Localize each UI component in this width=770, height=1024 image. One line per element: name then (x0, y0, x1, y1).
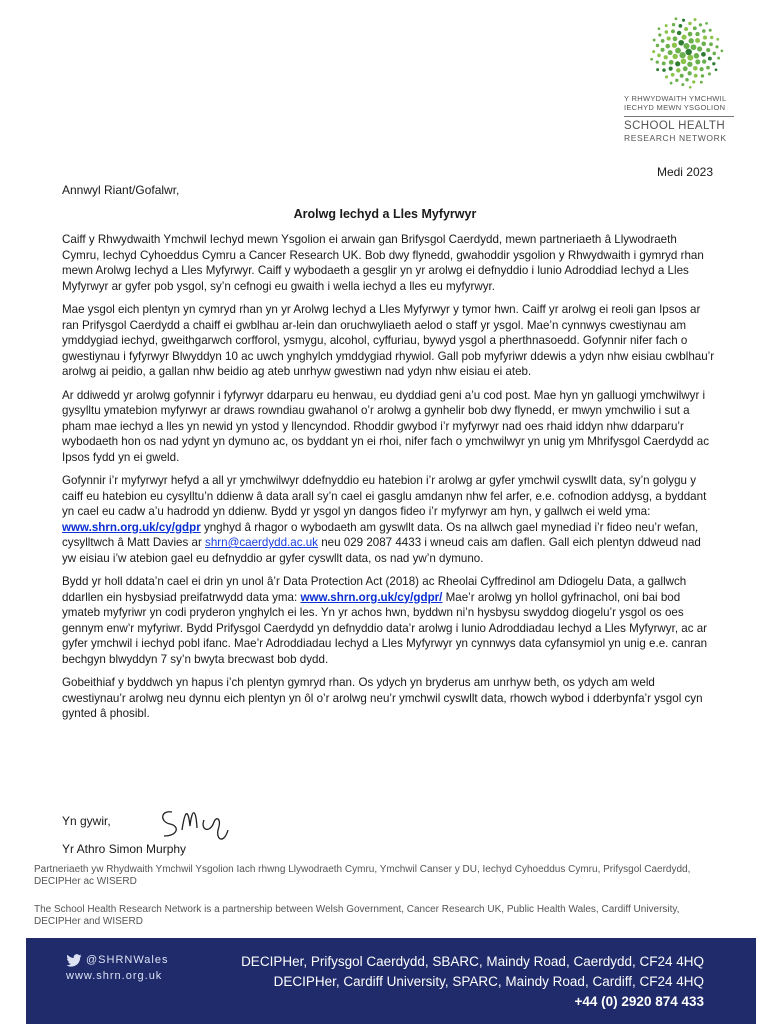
letter-date: Medi 2023 (656, 165, 713, 179)
logo-dot (677, 31, 681, 35)
logo-dot (695, 32, 699, 36)
logo-cy-line-1: Y RHWYDWAITH YMCHWIL (624, 94, 727, 103)
signatory-name: Yr Athro Simon Murphy (62, 842, 187, 856)
logo-dot (694, 18, 697, 21)
logo-dot (680, 74, 684, 78)
logo-dot (665, 30, 669, 34)
logo-dot (661, 48, 665, 52)
logo-dot (691, 44, 697, 50)
privacy-text-b: Mae’r arolwg yn hollol gyfrinachol, oni bai bod ymateb myfyriwr yn codi pryderon ynghylch ei les. Yn yr achos hwn, byddwn ni’n hysbysu swyddog diogelu’r ysgol os oes gennym enw’r myfyriwr. Bydd Prifysgol Caerdydd yn defnyddio data’r arolwg i lunio Adroddiadau Iechyd a Lles Myfyrwyr, ac ar gyfer ymchwil i iechyd pobl ifanc. Mae’r Adroddiadau Iechyd a Lles Myfyrwyr yn cynnwys data cyfansymiol yn unig e.e. canran bechgyn blwyddyn 7 sy’n bwyta brecwast bob dydd. (62, 590, 708, 666)
logo-dot (685, 49, 691, 55)
logo-dot (694, 74, 698, 78)
partnership-statement-cy: Partneriaeth yw Rhydwaith Ymchwil Ysgolion Iach rhwng Llywodraeth Cymru, Ymchwil Canser y DU, Iechyd Cyhoeddus Cymru, Prifysgol Caerdydd, DECIPHer ac WISERD (34, 864, 691, 887)
letter-title: Arolwg Iechyd a Lles Myfyrwyr (293, 207, 477, 221)
logo-dot (662, 61, 666, 65)
paragraph-closing-note: Gobeithiaf y byddwch yn hapus i’ch plentyn gymryd rhan. Os ydych yn bryderus am unrhyw beth, os ydych am weld cwestiynau’r arolwg neu dynnu eich plentyn yn ôl o’r arolwg neu’r ymchwil cyswllt data, rhowch wybod i dderbynfa’r ysgol cyn gynted â phosibl. (62, 676, 703, 720)
logo-dot (702, 29, 706, 33)
logo-dot (652, 50, 655, 53)
logo-dot (688, 71, 692, 75)
logo-dot (694, 53, 700, 59)
address-cy: DECIPHer, Prifysgol Caerdydd, SBARC, Maindy Road, Caerdydd, CF24 4HQ (241, 954, 704, 969)
logo-dot (709, 42, 713, 46)
logo-dot (650, 58, 653, 61)
logo-dot (708, 72, 711, 75)
logo-dot (710, 36, 713, 39)
logo-dot (665, 75, 668, 78)
logo-dot (675, 79, 678, 82)
data-linkage-text-a: Gofynnir i’r myfyrwyr hefyd a all yr ymchwilwyr ddefnyddio eu hatebion i’r arolwg ar gyfer ymchwil cyswllt data, sy’n golygu y caiff eu hatebion eu cysylltu’n ddienw â data arall sy’n cael ei gasglu amdanyn nhw fel arfer, e.e. cofnodion addysg, a byddant yn cael eu cadw a’u hadrodd yn ddienw. Bydd yr ysgol yn dangos fideo i’r myfyrwyr am hyn, y gallwch ei weld yma: (62, 474, 707, 518)
address-en: DECIPHer, Cardiff University, SPARC, Maindy Road, Cardiff, CF24 4HQ (273, 974, 704, 989)
logo-dot (712, 52, 716, 56)
logo-dot (656, 44, 659, 47)
logo-dot (703, 36, 707, 40)
logo-dot (693, 66, 698, 71)
logo-dot (679, 52, 685, 58)
logo-dot (700, 67, 704, 71)
logo-dot (682, 35, 687, 40)
logo-dot (657, 54, 661, 58)
logo-dot (675, 17, 678, 20)
logo-dot (653, 39, 656, 42)
salutation: Annwyl Riant/Gofalwr, (62, 183, 180, 197)
twitter-handle: @SHRNWales (86, 954, 169, 966)
logo-dot (675, 48, 681, 54)
social-links (66, 952, 169, 984)
logo-dot (683, 43, 689, 49)
logo-cy-line-2: IECHYD MEWN YSGOLION (624, 103, 726, 112)
logo-dot (684, 27, 688, 31)
contact-address (241, 952, 704, 1012)
shrn-dot-cluster-icon (646, 12, 726, 94)
logo-dot (678, 40, 684, 46)
logo-dot (702, 59, 706, 63)
logo-dot (667, 36, 671, 40)
logo-dot (681, 59, 687, 65)
logo-dot (675, 61, 680, 66)
logo-dot (717, 57, 720, 60)
logo-dot (683, 66, 688, 71)
logo-dot (671, 29, 675, 33)
website-link[interactable]: www.shrn.org.uk (66, 970, 163, 982)
logo-dot (658, 33, 661, 36)
logo-dot (658, 27, 661, 30)
logo-dot (701, 74, 704, 77)
footer-banner (26, 938, 756, 1024)
paragraph-privacy (62, 574, 716, 667)
paragraph-data-linkage (62, 473, 716, 566)
privacy-notice-link[interactable]: www.shrn.org.uk/cy/gdpr/ (300, 590, 443, 604)
logo-dot (688, 22, 691, 25)
data-linkage-text-c: neu 029 2087 4433 i wneud cais am daflen. Gall eich plentyn ddweud nad yw eisiau i’w atebion gael eu defnyddio ar gyfer cyswllt data, os nad yw’n dymuno. (62, 536, 701, 565)
logo-dot (662, 68, 666, 72)
letter-body (62, 232, 716, 730)
logo-dot (669, 67, 673, 71)
logo-dot (692, 80, 695, 83)
logo-dot (668, 50, 673, 55)
contact-email-link[interactable]: shrn@caerdydd.ac.uk (205, 536, 318, 549)
twitter-bird-icon (66, 954, 82, 967)
logo-dot (688, 32, 693, 37)
logo-en-line-1: SCHOOL HEALTH (624, 120, 726, 132)
logo-dot (665, 24, 668, 27)
logo-dot (672, 54, 677, 59)
logo-dot (673, 36, 678, 41)
logo-dot (693, 26, 697, 30)
logo-dot (715, 68, 718, 71)
logo-dot (695, 59, 700, 64)
logo-dot (721, 50, 724, 53)
logo-dot (669, 60, 674, 65)
logo-dot (689, 86, 692, 89)
logo-dot (661, 39, 665, 43)
logo-divider (624, 116, 734, 117)
logo-dot (671, 73, 675, 77)
closing: Yn gywir, (62, 814, 111, 828)
logo-dot (687, 55, 693, 61)
logo-dot (656, 68, 659, 71)
logo-dot (701, 52, 706, 57)
logo-dot (715, 45, 718, 48)
logo-dot (685, 78, 689, 82)
logo-dot (682, 19, 685, 22)
logo-dot (656, 61, 659, 64)
logo-dot (664, 55, 668, 59)
paragraph-survey: Mae ysgol eich plentyn yn cymryd rhan yn yr Arolwg Iechyd a Lles Myfyrwyr y tymor hwn. Caiff yr arolwg ei reoli gan Ipsos ar ran Prifysgol Caerdydd a chaiff ei gwblhau ar-lein dan oruchwyliaeth aelod o staff yr ysgol. Mae’n cynnwys cwestiynau am ymddygiad iechyd, gweithgarwch corfforol, ysmygu, alcohol, cyffuriau, bywyd ysgol a pherthnasoedd. Gofynnir nifer fach o gwestiynau i fyfyrwyr Blwyddyn 10 ac uwch ynghylch ymddygiad rhywiol. Gall pob myfyriwr ddewis a ydyn nhw eisiau cwblhau’r arolwg ai peidio, a gallan nhw beidio ag ateb unrhyw gwestiwn nad ydyn nhw eisiau ei ateb. (62, 303, 715, 378)
logo-dot (706, 66, 710, 70)
logo-dot (709, 29, 712, 32)
logo-dot (689, 38, 694, 43)
logo-dot (672, 23, 675, 26)
logo-dot (676, 68, 681, 73)
logo-dot (665, 44, 670, 49)
logo-dot (672, 43, 677, 48)
twitter-handle-row[interactable] (66, 952, 169, 968)
logo-dot (712, 62, 715, 65)
logo-dot (681, 83, 684, 86)
logo-dot (708, 57, 712, 61)
logo-en-line-2: RESEARCH NETWORK (624, 133, 727, 143)
logo-dot (695, 38, 700, 43)
logo-dot (706, 48, 710, 52)
paragraph-identifiers: Ar ddiwedd yr arolwg gofynnir i fyfyrwyr ddarparu eu henwau, eu dyddiad geni a’u cod post. Mae hyn yn galluogi ymchwilwyr i gysylltu ymatebion myfyrwyr ar draws rowndiau gwahanol o’r arolwg a gynhelir bob dwy flynedd, er mwyn ymchwilio i sut a pham mae iechyd a lles yn newid yn ystod y llencyndod. Rhoddir gwybod i’r myfyrwyr nad oes rhaid iddyn nhw ddarparu’r wybodaeth hon os nad ydynt yn dymuno ac, os byddant yn ei rhoi, nifer fach o ymchwilwyr yn unig ym Mhrifysgol Caerdydd ac Ipsos fydd yn ei gweld. (62, 388, 709, 464)
phone-number: +44 (0) 2920 874 433 (574, 994, 704, 1009)
privacy-text-a: Bydd yr holl ddata’n cael ei drin yn unol â’r Data Protection Act (2018) ac Rheolai Cyffredinol am Ddiogelu Data, a gallwch ddarllen ein hysbysiad preifatrwydd data yma: (62, 575, 687, 604)
logo-dot (679, 24, 683, 28)
logo-dot (699, 23, 702, 26)
paragraph-intro: Caiff y Rhwydwaith Ymchwil Iechyd mewn Ysgolion ei arwain gan Brifysgol Caerdydd, mewn partneriaeth â Llywodraeth Cymru, Iechyd Cyhoeddus Cymru a Cancer Research UK. Bob dwy flynedd, gwahoddir ysgolion y Rhwydwaith i gymryd rhan mewn Arolwg Iechyd a Lles Myfyrwyr. Caiff y wybodaeth a gesglir yn yr arolwg ei defnyddio i lunio Adroddiad Iechyd a Lles Myfyrwyr ar gyfer pob ysgol, sy’n cefnogi eu gwaith i wella iechyd a lles eu myfyrwyr. (62, 233, 704, 293)
shrn-logo (620, 12, 750, 143)
logo-dot (705, 22, 708, 25)
partnership-statement-en: The School Health Research Network is a partnership between Welsh Government, Cancer Research UK, Public Health Wales, Cardiff University, DECIPHer and WISERD (34, 904, 680, 927)
logo-dot (670, 82, 673, 85)
logo-dot (716, 38, 719, 41)
data-linkage-text-b: ynghyd â rhagor o wybodaeth am gyswllt data. Os na allwch gael mynediad i’r fideo neu’r wefan, cysylltwch â Matt Davies ar (62, 520, 699, 549)
logo-dot (701, 42, 706, 47)
logo-dot (697, 46, 702, 51)
logo-dot (687, 62, 692, 67)
gdpr-video-link[interactable]: www.shrn.org.uk/cy/gdpr (62, 520, 201, 534)
logo-dot (700, 81, 703, 84)
